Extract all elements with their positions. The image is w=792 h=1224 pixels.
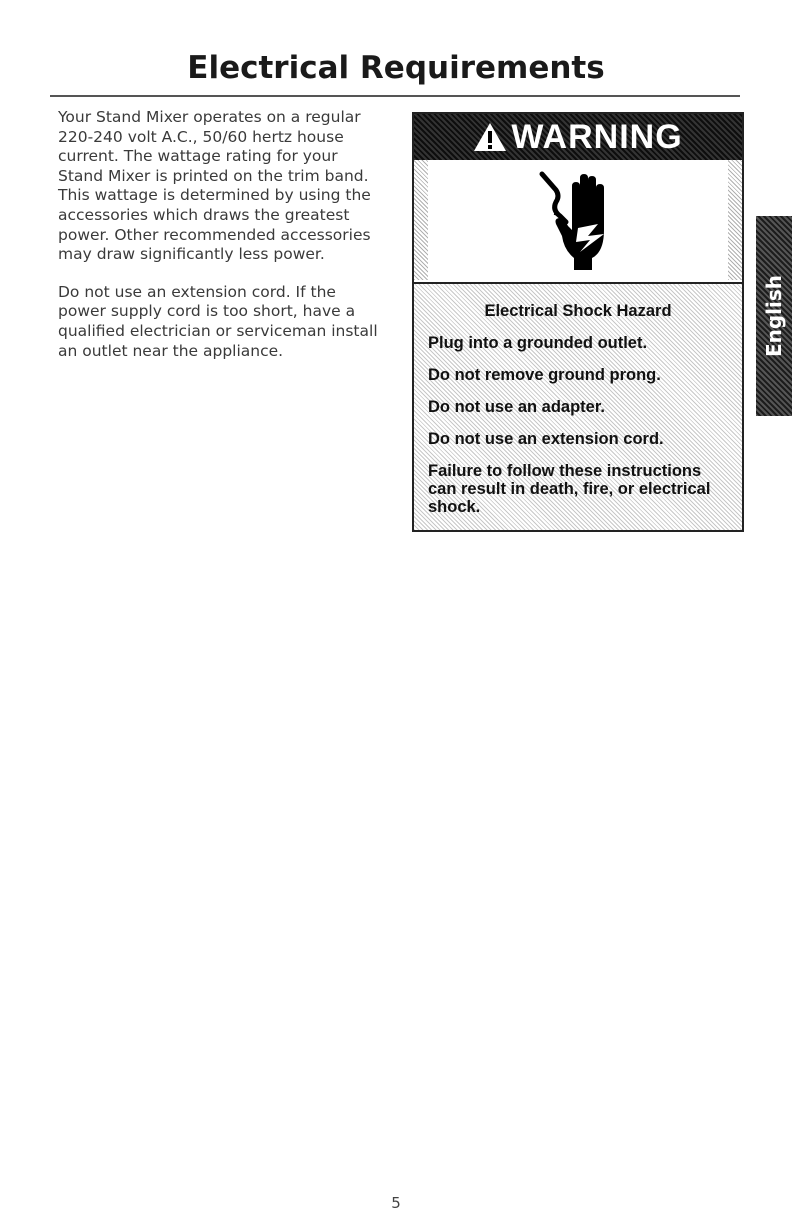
hazard-title: Electrical Shock Hazard	[484, 302, 672, 320]
warning-triangle-icon	[473, 122, 507, 152]
hatch-right	[728, 160, 742, 280]
warning-line-5: Failure to follow these instructions can result in death, fire, or electrical shock.	[428, 462, 711, 516]
warning-line-4: Do not use an extension cord.	[428, 430, 664, 448]
warning-line-1: Plug into a grounded outlet.	[428, 334, 648, 352]
body-text	[58, 108, 378, 379]
warning-header-label: WARNING	[511, 117, 683, 156]
page-number: 5	[391, 1194, 401, 1212]
language-tab	[756, 216, 792, 416]
warning-box	[412, 112, 744, 532]
warning-text	[428, 302, 728, 530]
warning-body	[414, 284, 742, 530]
title-rule	[50, 95, 740, 97]
warning-line-3: Do not use an adapter.	[428, 398, 605, 416]
language-tab-label: English	[762, 274, 787, 358]
body-paragraph-1: Your Stand Mixer operates on a regular 220-240 volt A.C., 50/60 hertz house current. The wattage rating for your Stand Mixer is printed on the trim band. This wattage is determined by using the accessories which draws the greatest power. Other recommended accessories may draw significantly less power.	[58, 108, 371, 264]
body-paragraph-2: Do not use an extension cord. If the power supply cord is too short, have a qualified electrician or serviceman install an outlet near the appliance.	[58, 282, 378, 360]
page-title: Electrical Requirements	[187, 50, 605, 86]
warning-header	[414, 114, 742, 160]
hatch-left	[414, 160, 428, 280]
electrical-shock-hand-icon	[538, 170, 624, 274]
warning-line-2: Do not remove ground prong.	[428, 366, 661, 384]
